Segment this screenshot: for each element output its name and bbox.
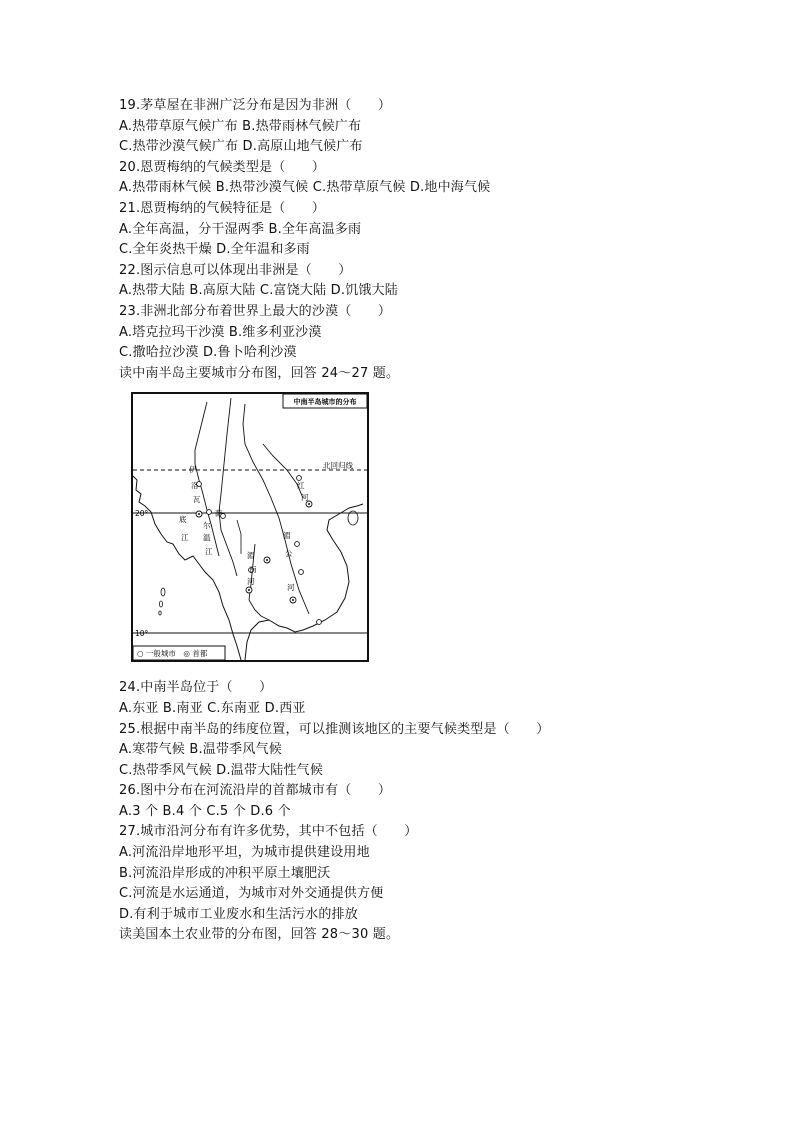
city-marker	[297, 476, 302, 481]
answer-options: A.东亚 B.南亚 C.东南亚 D.西亚	[119, 700, 306, 716]
question-stem: 24.中南半岛位于（ ）	[119, 680, 273, 696]
river-label: 湄	[247, 551, 255, 561]
answer-options: B.河流沿岸形成的冲积平原土壤肥沃	[119, 865, 331, 881]
questions-24-27	[119, 678, 719, 946]
river-label: 河	[247, 577, 255, 587]
answer-options: A.热带大陆 B.高原大陆 C.富饶大陆 D.饥饿大陆	[119, 283, 398, 299]
east-coast	[245, 504, 363, 660]
river-label: 河	[301, 493, 309, 503]
capital-marker	[290, 597, 296, 603]
answer-options: A.河流沿岸地形平坦，为城市提供建设用地	[119, 845, 370, 861]
question-stem: 25.根据中南半岛的纬度位置，可以推测该地区的主要气候类型是（ ）	[119, 721, 550, 737]
lat-20-label: 20°	[135, 509, 149, 519]
river-label: 公	[285, 549, 293, 559]
tributary	[237, 520, 241, 554]
answer-options: A.全年高温，分干湿两季 B.全年高温多雨	[119, 221, 362, 237]
island	[159, 601, 162, 607]
river-label: 洛	[191, 481, 199, 491]
answer-options: A.3 个 B.4 个 C.5 个 D.6 个	[119, 803, 291, 819]
answer-options: C.河流是水运通道，为城市对外交通提供方便	[119, 886, 384, 902]
answer-options: A.塔克拉玛干沙漠 B.维多利亚沙漠	[119, 324, 322, 340]
questions-19-23	[119, 96, 719, 384]
city-marker	[299, 570, 304, 575]
river-label: 底	[179, 515, 187, 525]
question-stem: 26.图中分布在河流沿岸的首都城市有（ ）	[119, 783, 392, 799]
city-marker	[317, 620, 322, 625]
question-stem: 19.茅草屋在非洲广泛分布是因为非洲（ ）	[119, 98, 392, 113]
map-figure	[119, 384, 719, 678]
question-stem: 23.非洲北部分布着世界上最大的沙漠（ ）	[119, 303, 392, 319]
capital-marker	[196, 511, 202, 517]
west-coast	[133, 476, 241, 660]
legend-text: ○ 一般城市 ◎ 首都	[137, 649, 208, 659]
salween-river	[219, 398, 237, 576]
river-label: 湄	[283, 531, 291, 541]
capital-marker	[264, 557, 270, 563]
indochina-map	[131, 392, 369, 662]
answer-options: D.有利于城市工业废水和生活污水的排放	[119, 906, 358, 922]
answer-options: A.热带草原气候广布 B.热带雨林气候广布	[119, 118, 362, 134]
answer-options: A.热带雨林气候 B.热带沙漠气候 C.热带草原气候 D.地中海气候	[119, 180, 491, 196]
capital-marker	[246, 587, 252, 593]
river-label: 江	[181, 533, 189, 543]
map-title: 中南半岛城市的分布	[293, 398, 357, 407]
river-label: 江	[205, 547, 213, 557]
city-marker	[295, 542, 300, 547]
river-label: 河	[287, 583, 295, 593]
answer-options: C.全年炎热干燥 D.全年温和多雨	[119, 242, 310, 258]
river-label: 瓦	[193, 495, 201, 505]
river-label: 温	[203, 533, 211, 543]
map-svg	[133, 394, 367, 660]
lat-10-label: 10°	[135, 629, 149, 639]
answer-options: C.撒哈拉沙漠 D.鲁卜哈利沙漠	[119, 345, 297, 361]
question-stem: 20.恩贾梅纳的气候类型是（ ）	[119, 159, 326, 175]
question-stem: 读美国本土农业带的分布图，回答 28～30 题。	[119, 927, 400, 943]
exam-page	[119, 96, 719, 946]
answer-options: A.寒带气候 B.温带季风气候	[119, 742, 282, 758]
city-marker	[207, 510, 212, 515]
river-label: 尔	[203, 521, 211, 531]
gulf-coast	[249, 600, 269, 620]
river-label: 伊	[189, 465, 197, 475]
question-stem: 21.恩贾梅纳的气候特征是（ ）	[119, 200, 326, 216]
river-label: 红	[297, 481, 305, 491]
river-label: 萨	[215, 509, 223, 519]
tropic-label: 北回归线	[323, 461, 353, 471]
answer-options: C.热带季风气候 D.温带大陆性气候	[119, 762, 324, 778]
island	[159, 611, 161, 615]
question-stem: 读中南半岛主要城市分布图，回答 24～27 题。	[119, 365, 400, 381]
question-stem: 27.城市沿河分布有许多优势，其中不包括（ ）	[119, 824, 418, 840]
question-stem: 22.图示信息可以体现出非洲是（ ）	[119, 262, 352, 278]
answer-options: C.热带沙漠气候广布 D.高原山地气候广布	[119, 139, 363, 155]
river-label: 南	[249, 565, 257, 575]
island	[161, 588, 165, 596]
